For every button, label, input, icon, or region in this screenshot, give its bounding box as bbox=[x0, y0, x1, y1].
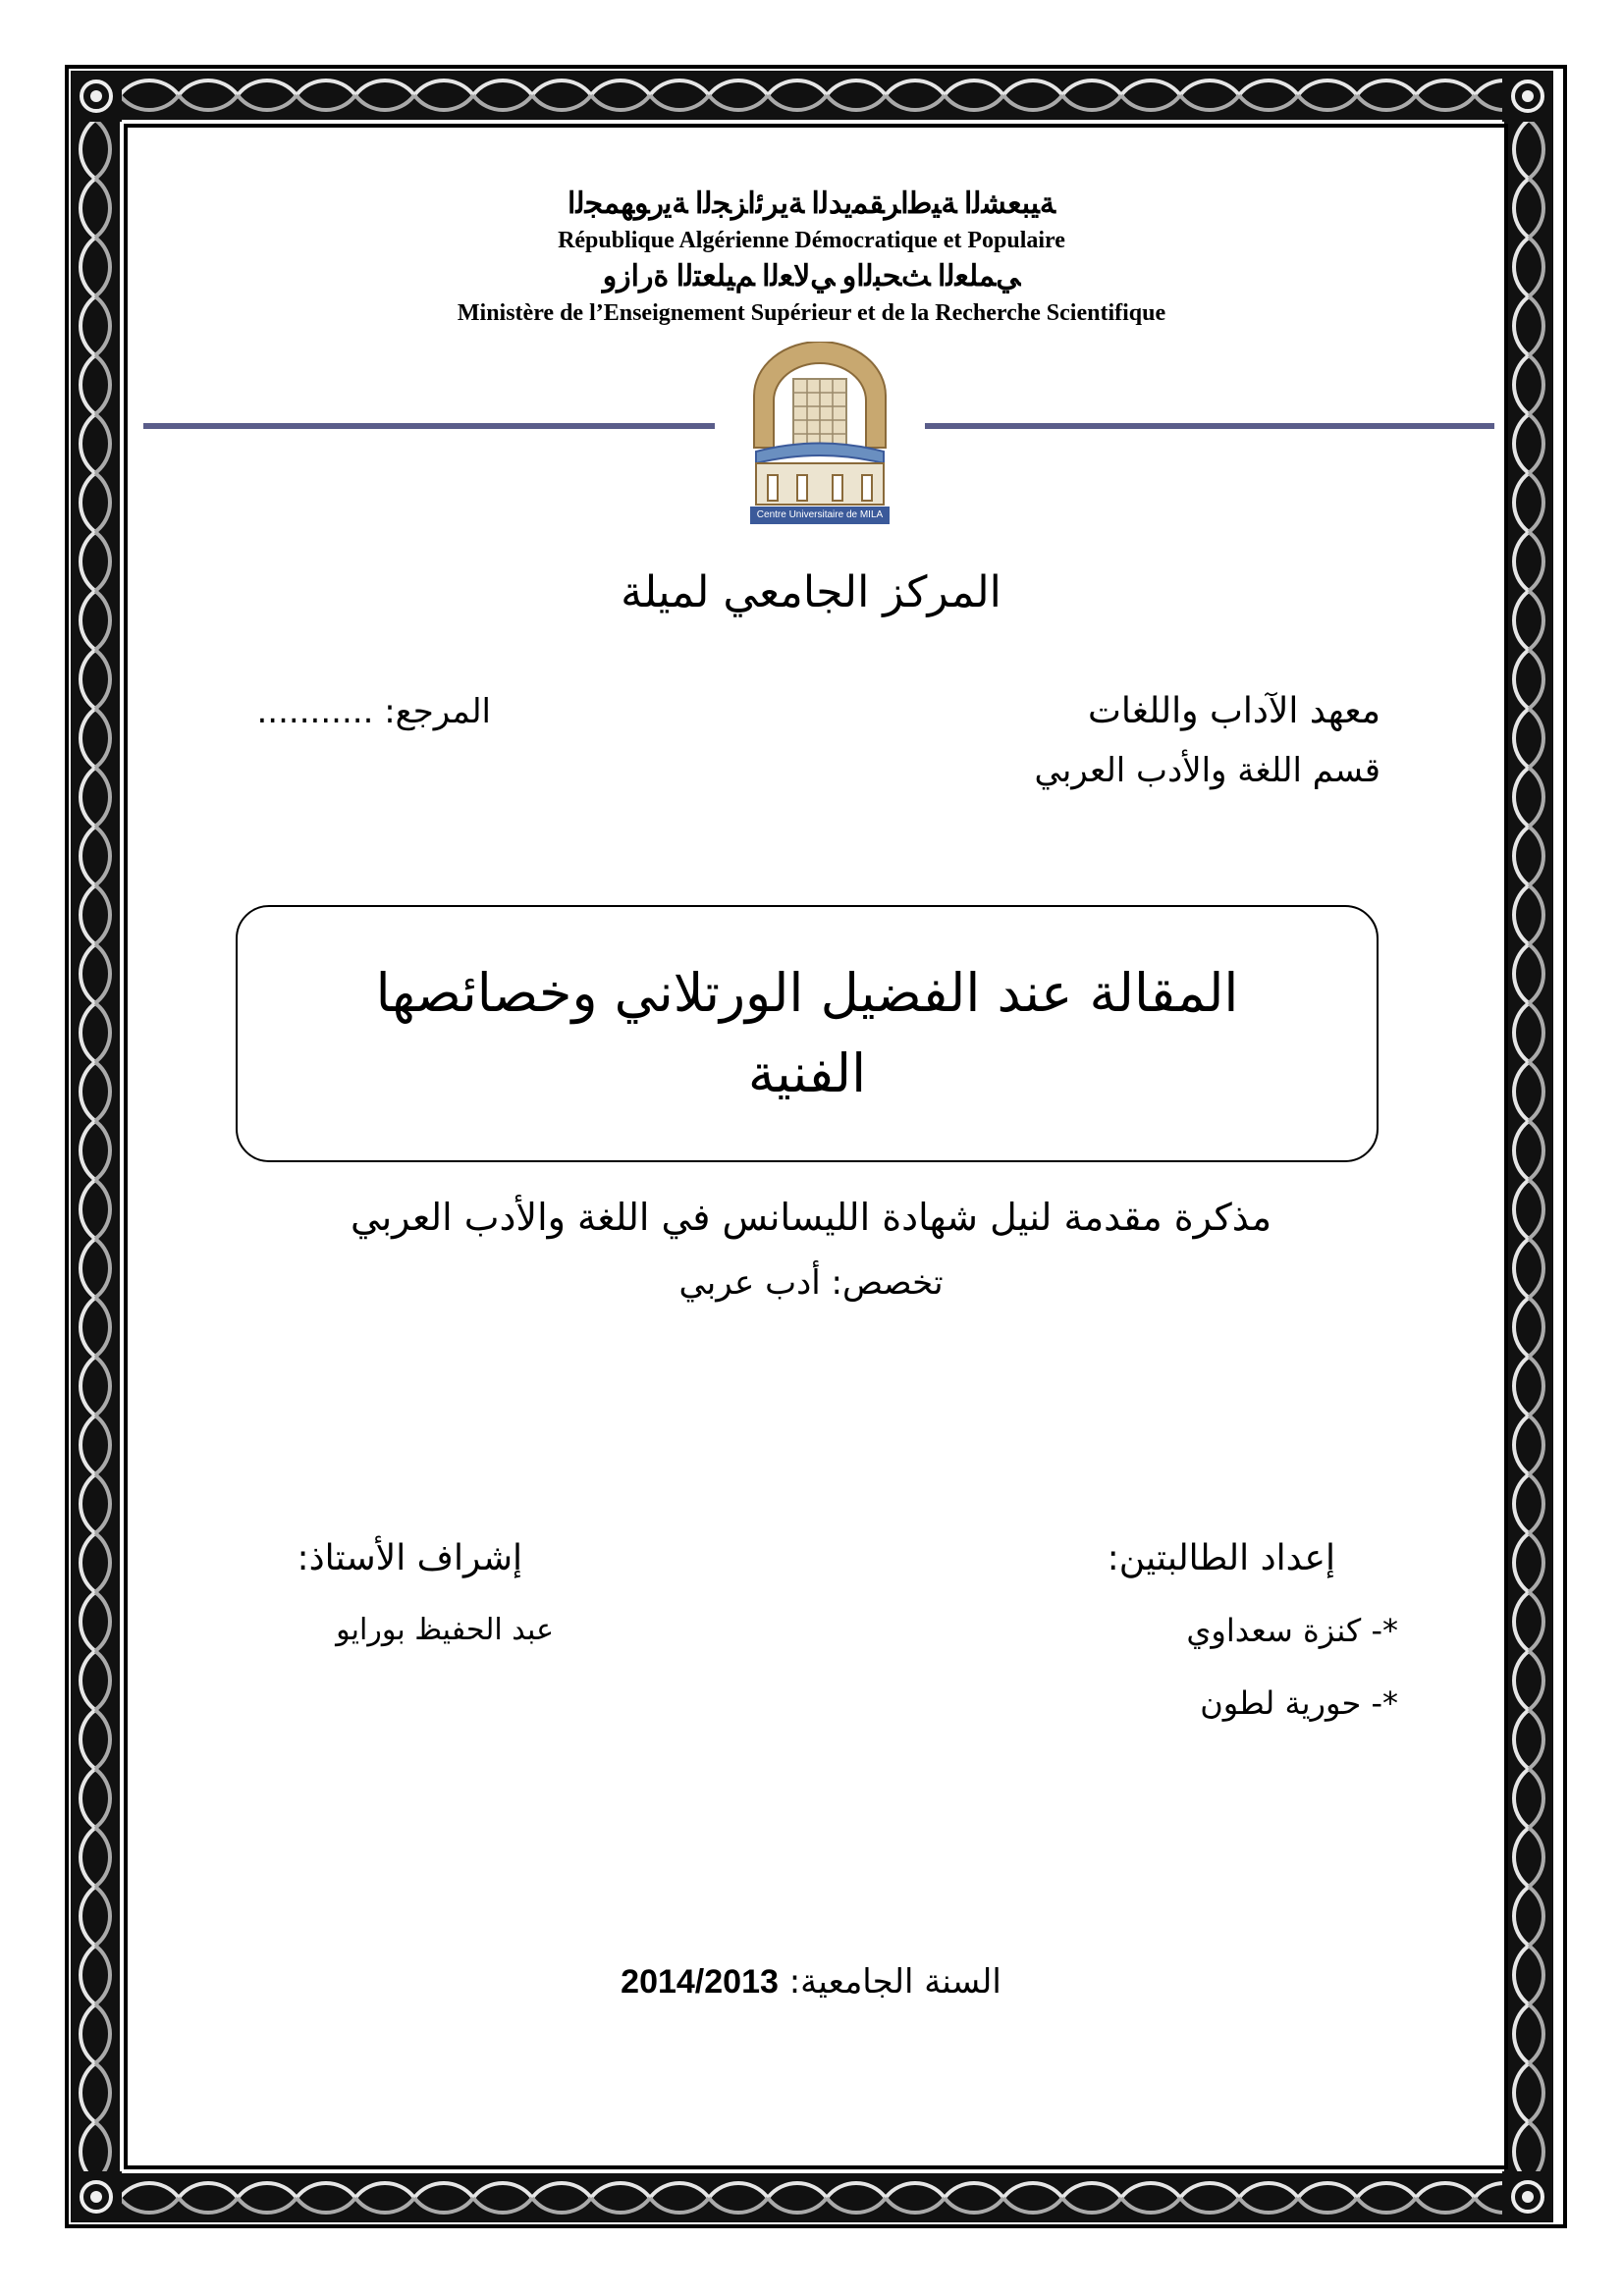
border-pattern-top bbox=[120, 71, 1504, 120]
header-republic-french: République Algérienne Démocratique et Populaire bbox=[558, 228, 1065, 253]
border-pattern-left bbox=[71, 120, 120, 2173]
reference-field bbox=[196, 687, 491, 736]
header-ministry-french: Ministère de l’Enseignement Supérieur et de la Recherche Scientifique bbox=[457, 300, 1166, 326]
student-2-bullet: *- bbox=[1371, 1684, 1398, 1722]
academic-year-label: السنة الجامعية: bbox=[788, 1962, 1001, 2002]
thesis-subtitle: مذكرة مقدمة لنيل شهادة الليسانس في اللغة والأدب العربي bbox=[350, 1196, 1272, 1239]
university-logo bbox=[736, 342, 903, 528]
academic-year bbox=[418, 1955, 1204, 2008]
border-corner-top-right bbox=[1502, 71, 1553, 122]
student-1-name: كنزة سعداوي bbox=[1186, 1612, 1362, 1649]
header-republic-arabic: ﺔﻴﺒﻌﺸﻟﺍ ﺔﻴﻃﺍﺮﻘﻤﻳﺪﻟﺍ ﺔﻳﺮﺋﺍﺰﺠﻟﺍ ﺔﻳﺭﻮﻬﻤﺠﻟﺍ bbox=[568, 187, 1055, 220]
thesis-title: المقالة عند الفضيل الورتلاني وخصائصها الفنية bbox=[375, 962, 1239, 1104]
reference-label: المرجع: bbox=[384, 692, 491, 731]
student-1-bullet: *- bbox=[1371, 1612, 1398, 1649]
border-corner-bottom-left bbox=[71, 2171, 122, 2222]
border-pattern-right bbox=[1504, 120, 1553, 2173]
border-corner-top-left bbox=[71, 71, 122, 122]
header-ministry-arabic: ﻲﻤﻠﻌﻟﺍ ﺚﺤﺒﻟﺍﻭ ﻲﻟﺎﻌﻟﺍ ﻢﻴﻠﻌﺘﻟﺍ ﺓﺭﺍﺯﻭ bbox=[602, 260, 1021, 293]
department-name: قسم اللغة والأدب العربي bbox=[1034, 751, 1380, 790]
header-rule-right bbox=[925, 423, 1494, 429]
student-2-name: حورية لطون bbox=[1200, 1684, 1362, 1722]
institute-name: معهد الآداب واللغات bbox=[1088, 691, 1380, 731]
supervisor-label: إشراف الأستاذ: bbox=[297, 1538, 522, 1578]
academic-year-value: 2014/2013 bbox=[621, 1963, 779, 2001]
border-corner-bottom-right bbox=[1502, 2171, 1553, 2222]
students-label: إعداد الطالبتين: bbox=[1107, 1538, 1335, 1578]
student-1 bbox=[884, 1606, 1398, 1655]
thesis-specialty: تخصص: أدب عربي bbox=[678, 1263, 944, 1303]
reference-value: ........... bbox=[256, 692, 374, 731]
border-pattern-bottom bbox=[120, 2173, 1504, 2222]
header-rule-left bbox=[143, 423, 715, 429]
thesis-title-box bbox=[236, 905, 1379, 1162]
university-logo-caption: Centre Universitaire de MILA bbox=[756, 509, 884, 520]
student-2 bbox=[884, 1679, 1398, 1728]
institution-name: المركز الجامعي لميلة bbox=[621, 567, 1001, 617]
supervisor-name: عبد الحفيظ بورايو bbox=[336, 1613, 554, 1647]
